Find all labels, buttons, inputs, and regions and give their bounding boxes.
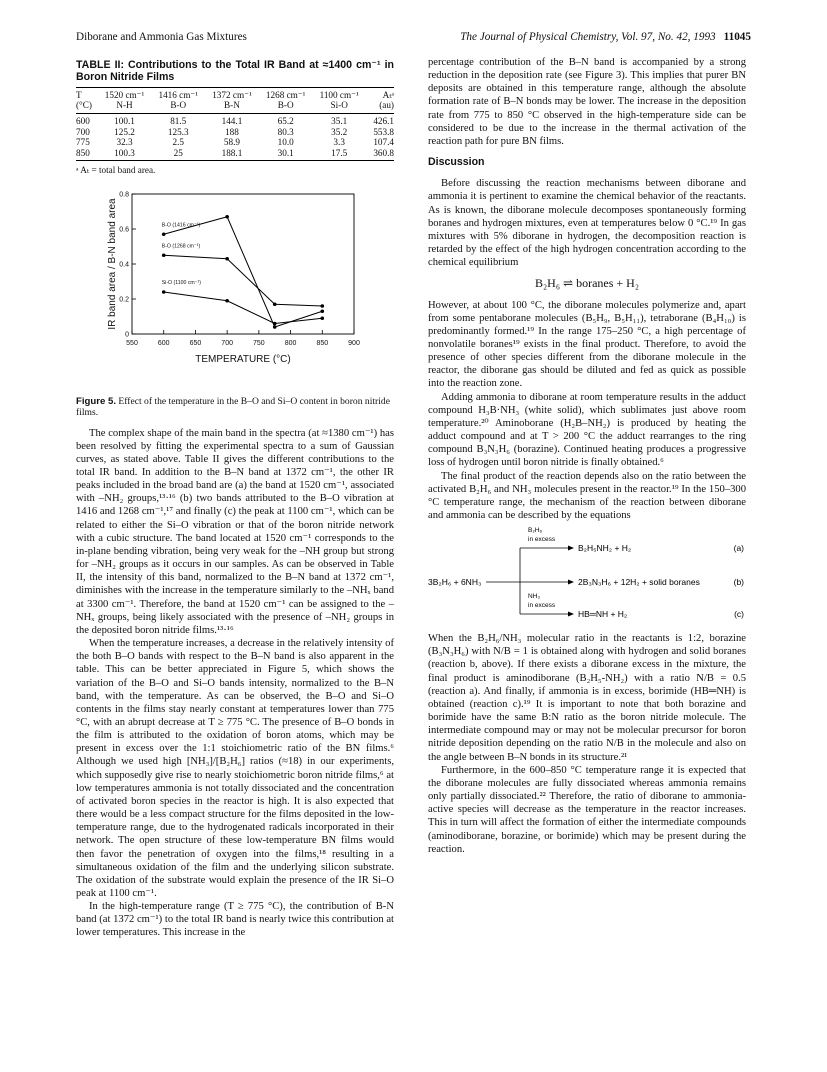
body-paragraph: Adding ammonia to diborane at room temperature results in the adduct compound H₃B·NH₃ (white solid), which sublimates just above room temperature.²⁰ Aminoborane (H₂B–NH₂) is produced by heating the adduct compound and at T > 200 °C the adduct rearranges to the ring compound B₃N₃H₆ (borazine). Continued heating produces a progressive loss of hydrogen until boron nitride is finally obtained.⁶ bbox=[428, 391, 746, 469]
table-cell: 30.1 bbox=[259, 148, 313, 161]
table-subheader-cell: Si-O bbox=[313, 100, 366, 113]
table-row bbox=[76, 114, 394, 127]
running-header-left: Diborane and Ammonia Gas Mixtures bbox=[76, 31, 247, 43]
series-label: Si-O (1100 cm⁻¹) bbox=[161, 279, 201, 286]
table-header-row bbox=[76, 87, 394, 100]
data-point bbox=[320, 304, 324, 308]
section-heading: Discussion bbox=[428, 156, 485, 169]
table-cell: 58.9 bbox=[223, 137, 240, 148]
table-header-cell: T bbox=[76, 87, 98, 100]
table-cell: 100.3 bbox=[98, 148, 152, 161]
table-cell: 553.8 bbox=[373, 126, 394, 137]
x-tick-label: 900 bbox=[348, 339, 360, 347]
table-cell: 125.3 bbox=[167, 126, 189, 137]
table-cell: 188.1 bbox=[205, 148, 259, 161]
data-point bbox=[320, 309, 324, 313]
y-tick-label: 0.2 bbox=[119, 296, 129, 304]
body-paragraph: However, at about 100 °C, the diborane molecules polymerize and, apart from some pentaborane molecules (B₅H₉, B₅H₁₁), tetraborane (B₄H₁₀) is predominantly formed.¹⁹ In the range 175–250 °C, a high percentage of nonvolatile boranes¹⁹ exists in the final product. Therefore, to avoid the presence of other species different from the diborane molecule in the reactor, the diborane gas should be diluted and fed as quick as possible into the reaction zone. bbox=[428, 299, 746, 390]
data-point bbox=[162, 232, 166, 236]
table-cell: 2.5 bbox=[172, 137, 184, 148]
table-header-cell: 1268 cm⁻¹ bbox=[259, 87, 313, 100]
equation: B₂H₆ ⇌ boranes + H₂ bbox=[534, 276, 640, 291]
table-subheader-cell: N-H bbox=[98, 100, 152, 113]
table-cell: 775 bbox=[76, 137, 90, 148]
body-paragraph: When the temperature increases, a decrease in the relatively intensity of the both B–O bands with respect to the B–N band is also apparent in the table. This can be better appreciated in Figure 5, which shows the variation of the B–O and Si–O bands intensity, normalized to the B–N band, with the temperature. As can be observed, the B–O and Si–O contents in the films stay nearly constant at temperatures lower than 775 °C, with an abrupt decrease at T ≥ 775 °C. The presence of B–O bonds in the film is attributed to the oxidation of boron atoms, which may be present in excess over the 1:1 stoichiometric ratio of the BN films.⁶ Although we used high [NH₃]/[B₂H₆] ratios (≈18) in our experiments, which supposedly give rise to nearly stoichiometric boron nitride films,⁶ at low temperatures ammonia is not totally dissociated and the concentration of activated boron species in the reactor is high. It is also expected that there would be a less compact structure for the films deposited in the low-temperature range, due to the hydrogenated radicals incorporated in their network. The open structure of these low-temperature BN films would then favor the penetration of oxygen into the films,¹⁸ resulting in a simultaneous oxidation of the film and the underlying silicon substrate. The oxidation of the substrate would explain the presence of the IR Si–O peak at 1100 cm⁻¹. bbox=[76, 638, 394, 899]
figure-5 bbox=[76, 184, 394, 392]
plot-frame bbox=[132, 194, 354, 334]
body-paragraph: In the high-temperature range (T ≥ 775 °C), the contribution of B-N band (at 1372 cm⁻¹) to the total IR band is nearly twice this contribution at lower temperatures. This increase in the bbox=[76, 901, 394, 939]
table-subheader-cell: B-O bbox=[151, 100, 205, 113]
table-cell: 700 bbox=[76, 126, 90, 137]
table-cell: 850 bbox=[76, 148, 98, 161]
scheme-label-c: (c) bbox=[734, 609, 744, 620]
body-paragraph: percentage contribution of the B–N band is accompanied by a strong reduction in the deposition rate (see Figure 3). This implies that purer BN deposits are obtained in this temperature range, although the absolute formation rate of B–N bonds may be lower. The increase in the deposition rate from 775 to 850 °C observed in the high-temperature side can be considered to be due to the increase in the thermal activation of the reaction path for pure BN films. bbox=[428, 57, 746, 147]
data-point bbox=[225, 214, 229, 218]
y-tick-label: 0.4 bbox=[119, 261, 129, 269]
x-axis-label: TEMPERATURE (°C) bbox=[195, 353, 291, 365]
series-label: B-O (1268 cm⁻¹) bbox=[161, 242, 201, 249]
y-tick-label: 0 bbox=[125, 331, 129, 339]
table-cell: 80.3 bbox=[277, 126, 294, 137]
table-cell: 144.1 bbox=[221, 116, 243, 126]
series-label: B-O (1416 cm⁻¹) bbox=[161, 221, 201, 228]
table-subheader-cell: B-O bbox=[259, 100, 313, 113]
figure-label: Figure 5. bbox=[76, 395, 116, 407]
table-cell: 10.0 bbox=[277, 137, 294, 148]
table-footnote: ᵃ Aₜ = total band area. bbox=[76, 165, 156, 176]
data-point bbox=[225, 298, 229, 302]
body-paragraph: Before discussing the reaction mechanisms between diborane and ammonia it is pertinent to examine the chemical behavior of the reactants. As is known, the diborane molecule decomposes spontaneously forming boranes and hydrogen mixtures, even at temperatures below 0 °C.¹⁹ In gas mixtures with 5% diborane in hydrogen, the decomposition reaction is retarded by the effect of the high hydrogen concentration according to the chemical equilibrium bbox=[428, 178, 746, 269]
x-tick-label: 750 bbox=[253, 339, 265, 347]
table-cell: 25 bbox=[151, 148, 205, 161]
right-column bbox=[428, 56, 746, 856]
scheme-label-b: (b) bbox=[733, 577, 744, 588]
table-cell: 125.2 bbox=[114, 126, 135, 137]
scheme-reactants: 3B₂H₆ + 6NH₃ bbox=[428, 577, 482, 588]
data-point bbox=[320, 316, 324, 320]
body-paragraph: Furthermore, in the 600–850 °C temperature range it is expected that the diborane molecules are fully dissociated whereas ammonia remains only partially dissociated.²² Therefore, the ratio of diborane to ammonia-active species will decrease as the temperature in the reactor increases. This in turn will affect the formation of either the intermediate compounds (aminodiborane, borazine, or borimide) which may be present during the reaction. bbox=[428, 764, 746, 855]
table-cell: 426.1 bbox=[373, 116, 394, 126]
scheme-top-reagent: B₂H₆ bbox=[528, 527, 543, 535]
table-row bbox=[76, 148, 394, 161]
scheme-product-a: B₂H₅NH₂ + H₂ bbox=[578, 543, 632, 554]
table-cell: 81.5 bbox=[170, 116, 187, 126]
scheme-label-a: (a) bbox=[733, 543, 744, 554]
x-tick-label: 550 bbox=[126, 339, 138, 347]
y-tick-label: 0.8 bbox=[119, 191, 129, 199]
data-point bbox=[162, 253, 166, 257]
y-axis-label: IR band area / B-N band area bbox=[107, 197, 118, 330]
left-column bbox=[76, 56, 394, 940]
journal-citation: The Journal of Physical Chemistry, Vol. 97, No. 42, 1993 bbox=[460, 31, 716, 43]
table-cell: 107.4 bbox=[373, 137, 394, 148]
y-tick-label: 0.6 bbox=[119, 226, 129, 234]
x-tick-label: 850 bbox=[316, 339, 329, 347]
table-subheader-cell: B-N bbox=[205, 100, 259, 113]
figure-caption-text: Effect of the temperature in the B–O and Si–O content in boron nitride films. bbox=[76, 395, 390, 419]
body-paragraph: The final product of the reaction depends also on the ratio between the activated B₂H₆ and NH₃ molecules present in the reactor.¹⁹ In the 150–300 °C temperature range, the mechanism of the reaction between diborane and ammonia can be described by the equations bbox=[428, 470, 746, 521]
table-title: TABLE II: Contributions to the Total IR Band at ≈1400 cm⁻¹ in Boron Nitride Films bbox=[76, 59, 394, 84]
table-cell: 3.3 bbox=[333, 137, 345, 148]
table-cell: 100.1 bbox=[114, 116, 135, 126]
data-point bbox=[162, 290, 166, 294]
scheme-product-b: 2B₃N₃H₆ + 12H₂ + solid boranes bbox=[578, 577, 700, 588]
data-point bbox=[225, 256, 229, 260]
reaction-scheme bbox=[428, 526, 746, 626]
figure-caption bbox=[76, 396, 394, 419]
table-row bbox=[76, 137, 394, 148]
table-header-cell: Aₜᵃ bbox=[366, 87, 394, 100]
data-point bbox=[273, 302, 277, 306]
table-header-cell: 1520 cm⁻¹ bbox=[98, 87, 152, 100]
table-header-cell: 1100 cm⁻¹ bbox=[313, 87, 366, 100]
scheme-top-condition: in excess bbox=[528, 536, 556, 544]
body-paragraph: When the B₂H₆/NH₃ molecular ratio in the reactants is 1:2, borazine (B₃N₃H₆) with N/B = 1 is obtained along with hydrogen and solid boranes (reaction b, above). If there exists a diborane excess in the mixture, the final product is aminodiborane (B₂H₅-NH₂) with a ratio N/B = 0.5 (reaction a). And finally, if ammonia is in excess, borimide (HB═NH) is obtained (reaction c).¹⁹ It is important to note that both borazine and borimide have the same B:N ratio as the boron nitride molecule. The intermediate compound may or may not be molecular precursor for boron nitride deposition depending on the ratio N/B in the molecule and also on the angle between B–N bonds in its structure.²¹ bbox=[428, 633, 746, 763]
scheme-bottom-condition: in excess bbox=[528, 602, 556, 610]
running-header-right bbox=[460, 30, 751, 44]
table-cell: 17.5 bbox=[313, 148, 366, 161]
table-subheader-cell: (°C) bbox=[76, 100, 98, 113]
table-cell: 35.2 bbox=[331, 126, 348, 137]
x-tick-label: 600 bbox=[157, 339, 170, 347]
data-table bbox=[76, 87, 394, 162]
x-tick-label: 650 bbox=[189, 339, 202, 347]
x-tick-label: 700 bbox=[221, 339, 233, 347]
table-cell: 65.2 bbox=[277, 116, 294, 126]
scheme-product-c: HB═NH + H₂ bbox=[578, 609, 628, 620]
line-chart bbox=[76, 184, 394, 392]
table-cell: 32.3 bbox=[116, 137, 133, 148]
table-subheader-row bbox=[76, 100, 394, 113]
table-header-cell: 1372 cm⁻¹ bbox=[205, 87, 259, 100]
table-cell: 188 bbox=[225, 126, 239, 137]
data-point bbox=[273, 325, 277, 329]
data-point bbox=[273, 321, 277, 325]
scheme-bottom-reagent: NH₃ bbox=[528, 593, 541, 601]
table-row bbox=[76, 127, 394, 138]
table-subheader-cell: (au) bbox=[366, 100, 394, 113]
reaction-scheme-diagram bbox=[428, 526, 746, 626]
x-tick-label: 800 bbox=[284, 339, 297, 347]
table-cell: 600 bbox=[76, 116, 90, 126]
table-cell: 360.8 bbox=[366, 148, 394, 161]
series-line bbox=[161, 216, 323, 326]
page-number: 11045 bbox=[723, 31, 751, 43]
table-cell: 35.1 bbox=[331, 116, 348, 126]
body-paragraph: The complex shape of the main band in the spectra (at ≈1380 cm⁻¹) has been resolved by fitting the experimental spectra to a sum of Gaussian curves, as stated above. Table II gives the different contributions to the total IR band. In addition to the B–N band at 1372 cm⁻¹, the other IR peaks included in the broad band are (a) the band at 1520 cm⁻¹, associated with –NH₂ groups,¹³·¹⁶ (b) two bands attributed to the B–O vibration at 1416 and 1268 cm⁻¹,¹⁷ and finally (c) the peak at 1100 cm⁻¹, which can be related to either the Si–O vibration or that of the boron nitride network with a cubic structure. The band located at 1520 cm⁻¹ corresponds to the in-plane bending vibration, being very weak for the –NH group but strong for –NH₂ groups as it occurs in our samples. As can be observed in Table II, the intensity of this band, normalized to the B–N band at 1372 cm⁻¹, diminishes with the increase in the temperature similarly to the –NHₓ band at 3300 cm⁻¹. Therefore, the band at 1520 cm⁻¹ can be assigned to the –NHₓ groups, being likely associated with the presence of –NH₂ groups in the deposited boron nitride films.¹³·¹⁶ bbox=[76, 427, 394, 636]
table-header-cell: 1416 cm⁻¹ bbox=[151, 87, 205, 100]
